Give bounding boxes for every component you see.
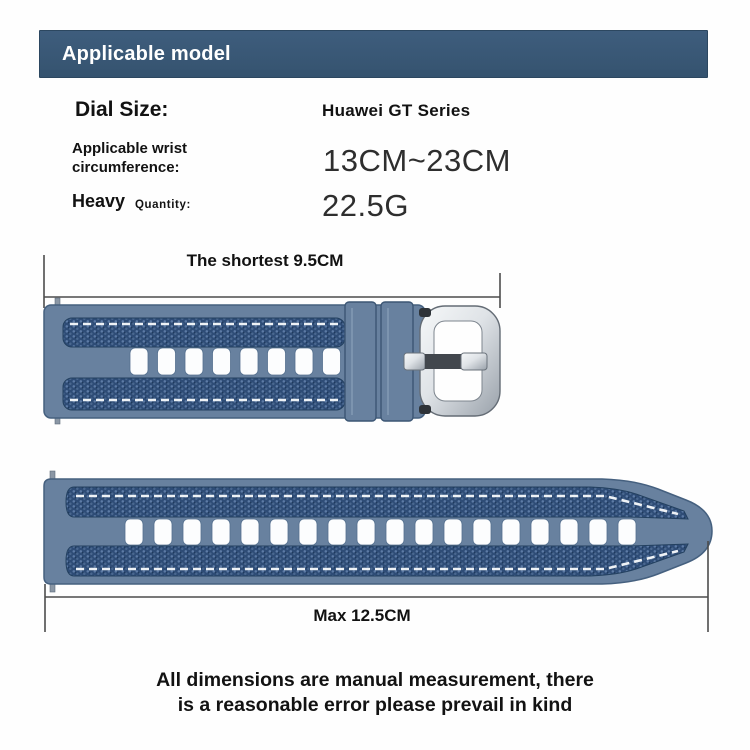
strap-hole xyxy=(357,519,375,545)
strap-hole xyxy=(212,519,230,545)
strap-hole xyxy=(328,519,346,545)
short-strap-length-label: The shortest 9.5CM xyxy=(186,251,344,270)
disclaimer-line-2: is a reasonable error please prevail in kind xyxy=(177,694,573,717)
short-strap-diagram xyxy=(30,250,530,435)
disclaimer-line-1: All dimensions are manual measurement, there xyxy=(156,669,594,691)
strap-hole xyxy=(185,348,203,375)
disclaimer-note xyxy=(0,668,750,719)
texture-band xyxy=(63,318,345,347)
strap-hole xyxy=(618,519,636,545)
strap-hole xyxy=(270,519,288,545)
strap-hole xyxy=(323,348,341,375)
strap-hole xyxy=(268,348,286,375)
spec-label-weight: Heavy xyxy=(72,191,126,211)
strap-hole xyxy=(154,519,172,545)
spec-value-weight: 22.5G xyxy=(322,188,409,223)
section-header-bar xyxy=(39,30,708,78)
spec-label-wrist-circumference: Applicable wrist circumference: xyxy=(72,140,188,176)
spec-value-dial-size: Huawei GT Series xyxy=(322,101,471,120)
strap-hole xyxy=(473,519,491,545)
buckle-prong xyxy=(404,353,487,370)
strap-hole xyxy=(531,519,549,545)
texture-band xyxy=(66,487,688,519)
strap-hole xyxy=(386,519,404,545)
long-strap-length-label: Max 12.5CM xyxy=(313,606,411,625)
strap-hole xyxy=(295,348,313,375)
texture-band xyxy=(66,544,688,576)
strap-hole xyxy=(183,519,201,545)
strap-hole xyxy=(560,519,578,545)
spec-label-weight-quantity: Quantity: xyxy=(135,199,191,211)
strap-hole xyxy=(241,519,259,545)
strap-hole xyxy=(589,519,607,545)
strap-hole xyxy=(158,348,176,375)
spec-label-dial-size: Dial Size: xyxy=(75,98,169,121)
section-title: Applicable model xyxy=(62,42,231,65)
strap-hole xyxy=(125,519,143,545)
strap-hole xyxy=(130,348,148,375)
strap-hole xyxy=(240,348,258,375)
strap-hole xyxy=(444,519,462,545)
strap-hole xyxy=(502,519,520,545)
spec-value-wrist-circumference: 13CM~23CM xyxy=(323,143,511,178)
strap-hole xyxy=(213,348,231,375)
texture-band xyxy=(63,378,345,410)
strap-hole xyxy=(299,519,317,545)
strap-hole xyxy=(415,519,433,545)
short-measure-line xyxy=(44,255,500,308)
